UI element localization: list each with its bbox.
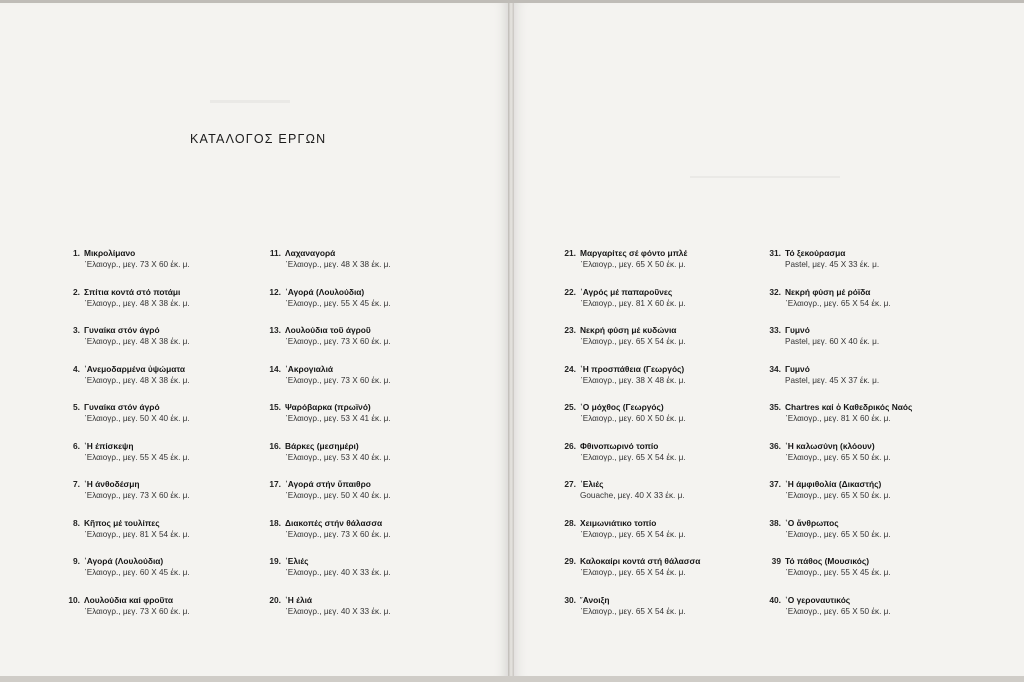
entry-number: 31.	[769, 248, 781, 258]
entry-detail: ᾿Ελαιογρ., μεγ. 65 Χ 54 έκ. μ.	[580, 337, 686, 346]
entry-detail: ᾿Ελαιογρ., μεγ. 81 Χ 54 έκ. μ.	[84, 529, 190, 539]
entry-number: 26.	[564, 440, 576, 451]
catalog-entry	[765, 364, 975, 403]
entry-title: ῾Ο μόχθος (Γεωργός)	[580, 402, 664, 412]
entry-number: 25.	[564, 402, 576, 412]
catalog-entry	[64, 479, 274, 518]
entry-title: Μαργαρίτες σέ φόντο μπλέ	[580, 248, 688, 258]
entry-title: ᾿Ακρογιαλιά	[285, 363, 334, 374]
entry-number: 3.	[73, 325, 80, 335]
catalog-entry	[265, 595, 475, 634]
catalog-entry	[265, 402, 475, 441]
entry-detail: ᾿Ελαιογρ., μεγ. 73 Χ 60 έκ. μ.	[285, 529, 391, 539]
entry-number: 17.	[269, 479, 281, 489]
entry-number: 23.	[564, 325, 576, 335]
entry-detail: ᾿Ελαιογρ., μεγ. 65 Χ 54 έκ. μ.	[580, 452, 686, 462]
catalog-entry	[765, 479, 975, 518]
entry-detail: ᾿Ελαιογρ., μεγ. 40 Χ 33 έκ. μ.	[285, 606, 391, 616]
entry-number: 5.	[73, 402, 80, 412]
entry-title: Νεκρή φύση μέ ρόϊδα	[785, 286, 871, 297]
catalog-entry	[64, 364, 274, 403]
entry-number: 13.	[269, 325, 281, 335]
entry-detail: ᾿Ελαιογρ., μεγ. 38 Χ 48 έκ. μ.	[580, 375, 686, 385]
catalog-entry	[560, 287, 770, 326]
entry-number: 32.	[769, 286, 781, 297]
entry-title: ᾿Αγορά στήν ὕπαιθρο	[285, 479, 371, 489]
entry-number: 14.	[269, 363, 281, 374]
catalog-column-1	[64, 248, 274, 633]
catalog-entry	[64, 325, 274, 364]
catalog-entry	[765, 518, 975, 557]
entry-number: 22.	[564, 286, 576, 297]
entry-number: 1.	[73, 248, 80, 258]
entry-detail: ᾿Ελαιογρ., μεγ. 73 Χ 60 έκ. μ.	[84, 606, 190, 616]
entry-detail: ᾿Ελαιογρ., μεγ. 65 Χ 50 έκ. μ.	[785, 491, 891, 500]
catalog-entry	[765, 595, 975, 634]
catalog-entry	[64, 287, 274, 326]
entry-detail: Pastel, μεγ. 45 Χ 37 έκ. μ.	[785, 375, 880, 385]
catalog-entry	[64, 595, 274, 634]
entry-detail: ᾿Ελαιογρ., μεγ. 65 Χ 50 έκ. μ.	[785, 452, 891, 462]
catalog-entry	[560, 325, 770, 364]
entry-number: 2.	[73, 286, 80, 297]
entry-number: 4.	[73, 363, 80, 374]
catalog-entry	[560, 248, 770, 287]
entry-number: 40.	[769, 594, 781, 605]
entry-detail: ᾿Ελαιογρ., μεγ. 55 Χ 45 έκ. μ.	[785, 568, 891, 577]
entry-title: Chartres καί ὁ Καθεδρικός Ναός	[785, 402, 913, 412]
catalog-entry	[765, 402, 975, 441]
entry-number: 21.	[564, 248, 576, 258]
entry-title: Λουλούδια τοῦ άγροῦ	[285, 325, 371, 335]
page-edge-top	[0, 0, 1024, 3]
catalog-entry	[560, 402, 770, 441]
entry-detail: ᾿Ελαιογρ., μεγ. 73 Χ 60 έκ. μ.	[84, 260, 190, 269]
entry-title: Λουλούδια καί φροῦτα	[84, 594, 174, 605]
entry-number: 39	[771, 556, 781, 566]
entry-number: 30.	[564, 594, 576, 605]
catalog-column-3	[560, 248, 770, 633]
entry-detail: ᾿Ελαιογρ., μεγ. 53 Χ 40 έκ. μ.	[285, 452, 391, 462]
catalog-entry	[64, 441, 274, 480]
catalog-entry	[560, 364, 770, 403]
entry-number: 37.	[769, 479, 781, 489]
entry-number: 27.	[564, 479, 576, 489]
catalog-entry	[265, 441, 475, 480]
entry-title: Κῆπος μέ τουλίπες	[84, 517, 160, 528]
entry-detail: ᾿Ελαιογρ., μεγ. 73 Χ 60 έκ. μ.	[84, 491, 190, 500]
entry-number: 36.	[769, 440, 781, 451]
entry-number: 28.	[564, 517, 576, 528]
entry-detail: ᾿Ελαιογρ., μεγ. 55 Χ 45 έκ. μ.	[285, 298, 391, 308]
entry-title: Σπίτια κοντά στό ποτάμι	[84, 286, 181, 297]
entry-number: 19.	[269, 556, 281, 566]
entry-title: ᾿Αγορά (Λουλούδια)	[285, 286, 365, 297]
entry-title: Λαχαναγορά	[285, 248, 336, 258]
entry-title: Τό πάθος (Μουσικός)	[785, 556, 870, 566]
catalog-title: ΚΑΤΑΛΟΓΟΣ ΕΡΓΩΝ	[190, 132, 327, 146]
entry-title: ᾿Αγρός μέ παπαροῦνες	[580, 286, 673, 297]
catalog-entry	[765, 248, 975, 287]
entry-detail: ᾿Ελαιογρ., μεγ. 60 Χ 50 έκ. μ.	[580, 414, 686, 423]
entry-title: Τό ξεκούρασμα	[785, 248, 846, 258]
entry-number: 11.	[269, 248, 281, 258]
catalog-column-4	[765, 248, 975, 633]
entry-detail: ᾿Ελαιογρ., μεγ. 48 Χ 38 έκ. μ.	[285, 260, 391, 269]
entry-title: Γυμνό	[785, 363, 810, 374]
entry-number: 34.	[769, 363, 781, 374]
entry-detail: ᾿Ελαιογρ., μεγ. 65 Χ 54 έκ. μ.	[785, 298, 891, 308]
entry-number: 35.	[769, 402, 781, 412]
entry-detail: ᾿Ελαιογρ., μεγ. 65 Χ 54 έκ. μ.	[580, 568, 686, 577]
entry-title: Γυναίκα στόν άγρό	[84, 402, 160, 412]
entry-title: ῾Η έπίσκεψη	[84, 440, 134, 451]
entry-title: ᾿Ανεμοδαρμένα ὑψώματα	[84, 363, 186, 374]
catalog-entry	[765, 556, 975, 595]
entry-detail: ᾿Ελαιογρ., μεγ. 50 Χ 40 έκ. μ.	[285, 491, 391, 500]
entry-title: Γυμνό	[785, 325, 810, 335]
catalog-entry	[265, 248, 475, 287]
catalog-entry	[64, 556, 274, 595]
entry-detail: ᾿Ελαιογρ., μεγ. 73 Χ 60 έκ. μ.	[285, 337, 391, 346]
entry-number: 8.	[73, 517, 80, 528]
catalog-entry	[765, 287, 975, 326]
entry-title: ῾Η έλιά	[285, 594, 313, 605]
entry-title: Φθινοπωρινό τοπίο	[580, 440, 659, 451]
entry-number: 16.	[269, 440, 281, 451]
catalog-entry	[560, 479, 770, 518]
entry-title: Ψαρόβαρκα (πρωϊνό)	[285, 402, 371, 412]
entry-detail: ᾿Ελαιογρ., μεγ. 48 Χ 38 έκ. μ.	[84, 298, 190, 308]
entry-number: 38.	[769, 517, 781, 528]
catalog-entry	[265, 518, 475, 557]
entry-number: 10.	[68, 594, 80, 605]
catalog-entry	[64, 402, 274, 441]
entry-detail: ᾿Ελαιογρ., μεγ. 73 Χ 60 έκ. μ.	[285, 375, 391, 385]
catalog-entry	[560, 595, 770, 634]
catalog-entry	[765, 441, 975, 480]
entry-title: ῾Η άμφιθολία (Δικαστής)	[785, 479, 882, 489]
entry-detail: ᾿Ελαιογρ., μεγ. 81 Χ 60 έκ. μ.	[785, 414, 891, 423]
entry-title: ῾Η προσπάθεια (Γεωργός)	[580, 363, 685, 374]
page-edge-bottom	[0, 676, 1024, 682]
entry-title: ᾿Ελιές	[285, 556, 309, 566]
catalog-entry	[265, 325, 475, 364]
entry-detail: ᾿Ελαιογρ., μεγ. 65 Χ 54 έκ. μ.	[580, 529, 686, 539]
entry-number: 6.	[73, 440, 80, 451]
entry-detail: ᾿Ελαιογρ., μεγ. 50 Χ 40 έκ. μ.	[84, 414, 190, 423]
entry-title: ῾Ο ἄνθρωπος	[785, 517, 839, 528]
catalog-entry	[560, 441, 770, 480]
catalog-entry	[265, 556, 475, 595]
entry-detail: ᾿Ελαιογρ., μεγ. 48 Χ 38 έκ. μ.	[84, 375, 190, 385]
entry-title: Γυναίκα στόν άγρό	[84, 325, 160, 335]
entry-title: ῾Ο γεροναυτικός	[785, 594, 851, 605]
entry-title: ῾Η άνθοδέσμη	[84, 479, 140, 489]
entry-title: Βάρκες (μεσημέρι)	[285, 440, 359, 451]
entry-detail: ᾿Ελαιογρ., μεγ. 60 Χ 45 έκ. μ.	[84, 568, 190, 577]
catalog-entry	[560, 556, 770, 595]
book-gutter	[508, 0, 514, 682]
entry-title: ῎Ανοιξη	[580, 594, 610, 605]
entry-detail: ᾿Ελαιογρ., μεγ. 65 Χ 50 έκ. μ.	[785, 529, 891, 539]
entry-detail: ᾿Ελαιογρ., μεγ. 65 Χ 54 έκ. μ.	[580, 606, 686, 616]
entry-detail: Pastel, μεγ. 45 Χ 33 έκ. μ.	[785, 260, 880, 269]
entry-number: 20.	[269, 594, 281, 605]
entry-title: Μικρολίμανο	[84, 248, 136, 258]
catalog-entry	[265, 364, 475, 403]
entry-detail: ᾿Ελαιογρ., μεγ. 65 Χ 50 έκ. μ.	[785, 606, 891, 616]
entry-number: 33.	[769, 325, 781, 335]
entry-number: 29.	[564, 556, 576, 566]
catalog-entry	[765, 325, 975, 364]
entry-number: 9.	[73, 556, 80, 566]
entry-detail: ᾿Ελαιογρ., μεγ. 40 Χ 33 έκ. μ.	[285, 568, 391, 577]
entry-detail: Gouache, μεγ. 40 Χ 33 έκ. μ.	[580, 491, 685, 500]
catalog-entry	[64, 248, 274, 287]
entry-title: Καλοκαίρι κοντά στή θάλασσα	[580, 556, 701, 566]
entry-title: Διακοπές στήν θάλασσα	[285, 517, 383, 528]
entry-title: ᾿Αγορά (Λουλούδια)	[84, 556, 164, 566]
catalog-entry	[265, 287, 475, 326]
entry-title: Χειμωνιάτικο τοπίο	[580, 517, 657, 528]
entry-title: ῾Η καλωσύνη (κλόουν)	[785, 440, 875, 451]
entry-detail: ᾿Ελαιογρ., μεγ. 53 Χ 41 έκ. μ.	[285, 414, 391, 423]
entry-title: ᾿Ελιές	[580, 479, 604, 489]
entry-title: Νεκρή φύση μέ κυδώνια	[580, 325, 677, 335]
entry-detail: ᾿Ελαιογρ., μεγ. 65 Χ 50 έκ. μ.	[580, 260, 686, 269]
entry-number: 18.	[269, 517, 281, 528]
catalog-column-2	[265, 248, 475, 633]
entry-detail: ᾿Ελαιογρ., μεγ. 48 Χ 38 έκ. μ.	[84, 337, 190, 346]
entry-detail: ᾿Ελαιογρ., μεγ. 55 Χ 45 έκ. μ.	[84, 452, 190, 462]
catalog-entry	[560, 518, 770, 557]
catalog-entry	[265, 479, 475, 518]
entry-number: 24.	[564, 363, 576, 374]
entry-number: 7.	[73, 479, 80, 489]
catalog-entry	[64, 518, 274, 557]
entry-number: 12.	[269, 286, 281, 297]
entry-detail: ᾿Ελαιογρ., μεγ. 81 Χ 60 έκ. μ.	[580, 298, 686, 308]
entry-detail: Pastel, μεγ. 60 Χ 40 έκ. μ.	[785, 337, 880, 346]
entry-number: 15.	[269, 402, 281, 412]
